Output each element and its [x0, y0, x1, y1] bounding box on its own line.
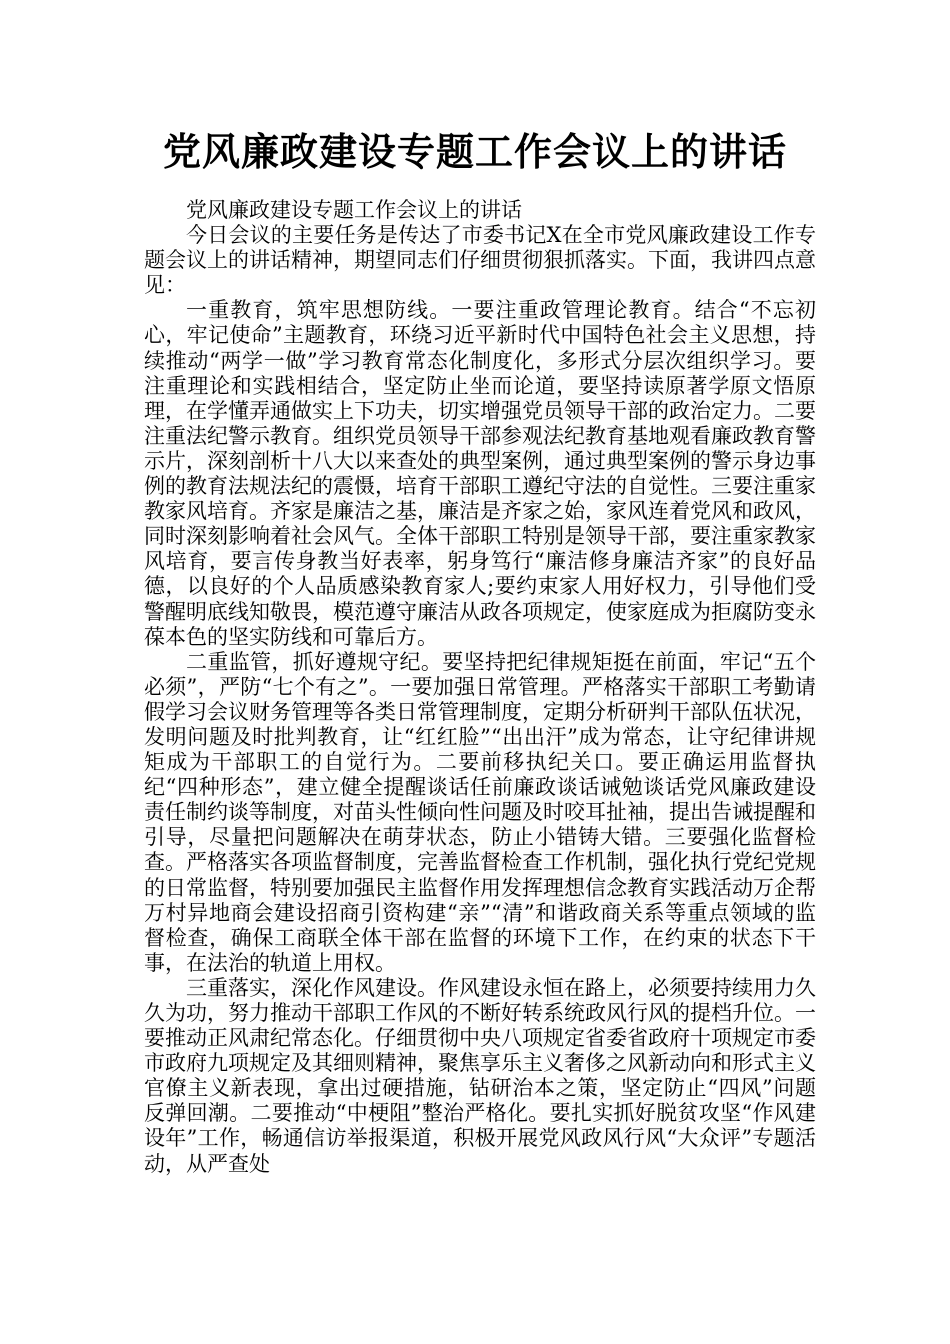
- body-paragraph-intro: 今日会议的主要任务是传达了市委书记X在全市党风廉政建设工作专题会议上的讲话精神，期望同志们仔细贯彻狠抓落实。下面，我讲四点意见：: [144, 223, 816, 298]
- document-title: 党风廉政建设专题工作会议上的讲话: [162, 130, 787, 174]
- body-paragraph-implementation: 三重落实，深化作风建设。作风建设永恒在路上，必须要持续用力久久为功，努力推动干部职工作风的不断好转系统政风行风的提档升位。一要推动正风肃纪常态化。仔细贯彻中央八项规定省委省政府十项规定市委市政府九项规定及其细则精神，聚焦享乐主义奢侈之风新动向和形式主义官僚主义新表现，拿出过硬措施，钻研治本之策，坚定防止“四风”问题反弹回潮。二要推动“中梗阻”整治严格化。要扎实抓好脱贫攻坚“作风建设年”工作，畅通信访举报渠道，积极开展党风政风行风“大众评”专题活动，从严查处: [144, 975, 816, 1176]
- body-paragraph-education: 一重教育，筑牢思想防线。一要注重政管理论教育。结合“不忘初心，牢记使命”主题教育，环绕习近平新时代中国特色社会主义思想，持续推动“两学一做”学习教育常态化制度化，多形式分层次组织学习。要注重理论和实践相结合，坚定防止坐而论道，要坚持读原著学原文悟原理，在学懂弄通做实上下功夫，切实增强党员领导干部的政治定力。二要注重法纪警示教育。组织党员领导干部参观法纪教育基地观看廉政教育警示片，深刻剖析十八大以来查处的典型案例，通过典型案例的警示身边事例的教育法规法纪的震慑，培育干部职工遵纪守法的自觉性。三要注重家教家风培育。齐家是廉洁之基，廉洁是齐家之始，家风连着党风和政风，同时深刻影响着社会风气。全体干部职工特别是领导干部，要注重家教家风培育，要言传身教当好表率，躬身笃行“廉洁修身廉洁齐家”的良好品德，以良好的个人品质感染教育家人;要约束家人用好权力，引导他们受警醒明底线知敬畏，模范遵守廉洁从政各项规定，使家庭成为拒腐防变永葆本色的坚实防线和可靠后方。: [144, 298, 816, 649]
- document-body: [144, 198, 816, 1177]
- body-paragraph-heading: 党风廉政建设专题工作会议上的讲话: [186, 198, 522, 222]
- body-paragraph-supervision: 二重监管，抓好遵规守纪。要坚持把纪律规矩挺在前面，牢记“五个必须”，严防“七个有之”。一要加强日常管理。严格落实干部职工考勤请假学习会议财务管理等各类日常管理制度，定期分析研判干部队伍状况，发明问题及时批判教育，让“红红脸”“出出汗”成为常态，让守纪律讲规矩成为干部职工的自觉行为。二要前移执纪关口。要正确运用监督执纪“四种形态”，建立健全提醒谈话任前廉政谈话诫勉谈话党风廉政建设责任制约谈等制度，对苗头性倾向性问题及时咬耳扯袖，提出告诫提醒和引导，尽量把问题解决在萌芽状态，防止小错铸大错。三要强化监督检查。严格落实各项监督制度，完善监督检查工作机制，强化执行党纪党规的日常监督，特别要加强民主监督作用发挥理想信念教育实践活动万企帮万村异地商会建设招商引资构建“亲”“清”和谐政商关系等重点领域的监督检查，确保工商联全体干部在监督的环境下工作，在约束的状态下干事，在法治的轨道上用权。: [144, 649, 816, 975]
